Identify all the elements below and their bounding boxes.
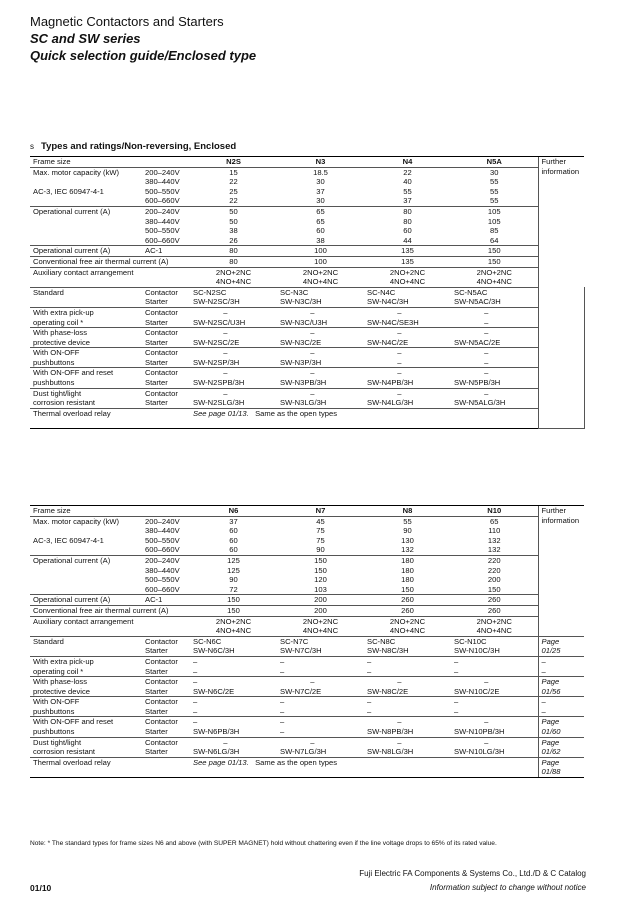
value-cell: 80 80 60 44 <box>364 206 451 245</box>
standard-row <box>30 287 584 307</box>
frame-size-label: Frame size <box>30 506 190 517</box>
row-label: With ON-OFF and reset pushbuttons <box>30 717 142 737</box>
value-cell: 2NO+2NC 4NO+4NC <box>190 616 277 636</box>
further-information-label: Further information <box>538 157 584 429</box>
type-cell: – SW-N4LG/3H <box>364 388 451 408</box>
type-labels: Contactor Starter <box>142 677 190 697</box>
header-series: SC and SW series <box>30 31 141 46</box>
row-label: Standard <box>30 636 142 656</box>
type-labels: Contactor Starter <box>142 636 190 656</box>
value-cell: 260 <box>451 595 538 606</box>
type-labels: Contactor Starter <box>142 717 190 737</box>
type-cell: – SW-N10LG/3H <box>451 737 538 757</box>
type-labels: Contactor Starter <box>142 388 190 408</box>
type-labels: Contactor Starter <box>142 737 190 757</box>
frame-size-cell: N2S <box>190 157 277 168</box>
type-cell: – SW-N4C/2E <box>364 328 451 348</box>
type-cell: – SW-N2SP/3H <box>190 348 277 368</box>
type-cell: – – <box>190 656 277 676</box>
header-subtitle: Quick selection guide/Enclosed type <box>30 48 257 63</box>
page-reference: Page 01/88 <box>538 757 584 777</box>
type-cell: – – <box>364 656 451 676</box>
operational-current-row <box>30 206 584 245</box>
row-label: Auxiliary contact arrangement <box>30 616 190 636</box>
frame-size-label: Frame size <box>30 157 190 168</box>
type-cell: – SW-N3LG/3H <box>277 388 364 408</box>
section-title-text: Types and ratings/Non-reversing, Enclosed <box>41 141 237 152</box>
row-label: With ON-OFF pushbuttons <box>30 697 142 717</box>
type-cell: SC-N5AC SW-N5AC/3H <box>451 287 538 307</box>
ac1-current-row <box>30 595 584 606</box>
type-cell: – SW-N3C/U3H <box>277 307 364 327</box>
row-label: Thermal overload relay <box>30 408 190 428</box>
dust-tight-row <box>30 388 584 408</box>
page-reference: Page 01/60 <box>538 717 584 737</box>
further-information-label: Further information <box>538 506 584 637</box>
thermal-current-row <box>30 256 584 267</box>
type-cell: – SW-N8C/2E <box>364 677 451 697</box>
value-cell: 22 40 55 37 <box>364 167 451 206</box>
type-cell: – SW-N2SPB/3H <box>190 368 277 388</box>
row-label: Conventional free air thermal current (A) <box>30 256 190 267</box>
type-cell: – SW-N8LG/3H <box>364 737 451 757</box>
page-reference: Page 01/62 <box>538 737 584 757</box>
row-label: Conventional free air thermal current (A) <box>30 605 190 616</box>
value-cell: 18.5 30 37 30 <box>277 167 364 206</box>
value-cell: 80 <box>190 256 277 267</box>
value-cell: 55 90 130 132 <box>364 516 451 555</box>
value-cell: 2NO+2NC 4NO+4NC <box>277 616 364 636</box>
type-cell: – SW-N4PB/3H <box>364 368 451 388</box>
value-cell: 135 <box>364 256 451 267</box>
row-label: With ON-OFF pushbuttons <box>30 348 142 368</box>
frame-size-cell: N6 <box>190 506 277 517</box>
frame-size-row <box>30 157 584 168</box>
on-off-row <box>30 697 584 717</box>
row-label: With phase-loss protective device <box>30 328 142 348</box>
type-cell: – SW-N10PB/3H <box>451 717 538 737</box>
type-cell: SC-N3C SW-N3C/3H <box>277 287 364 307</box>
row-label: Operational current (A) <box>30 246 142 257</box>
operational-current-row <box>30 555 584 594</box>
auxiliary-contact-row <box>30 267 584 287</box>
value-cell: 65 65 60 38 <box>277 206 364 245</box>
type-cell: – SW-N5PB/3H <box>451 368 538 388</box>
type-cell: – SW-N8PB/3H <box>364 717 451 737</box>
voltage-list: 200–240V 380–440V 500–550V 600–660V <box>142 516 190 555</box>
thermal-relay-row <box>30 408 584 428</box>
value-cell: 65 110 132 132 <box>451 516 538 555</box>
footnote: Note: * The standard types for frame sizes N6 and above (with SUPER MAGNET) hold without chattering even if the line voltage drops to 65% of its rated value. <box>30 840 497 847</box>
row-label: With ON-OFF and reset pushbuttons <box>30 368 142 388</box>
type-cell: – – <box>364 348 451 368</box>
type-cell: – SW-N5ALG/3H <box>451 388 538 408</box>
row-label: Max. motor capacity (kW) AC-3, IEC 60947-4-1 <box>30 516 142 555</box>
thermal-relay-row <box>30 757 584 777</box>
type-cell: – – <box>451 697 538 717</box>
value-cell: 150 <box>451 246 538 257</box>
type-cell: SC-N2SC SW-N2SC/3H <box>190 287 277 307</box>
frame-size-cell: N5A <box>451 157 538 168</box>
page-reference: – – <box>538 656 584 676</box>
utilization-category: AC-1 <box>142 595 190 606</box>
type-cell: – SW-N7LG/3H <box>277 737 364 757</box>
type-cell: SC-N8C SW-N8C/3H <box>364 636 451 656</box>
type-cell: – SW-N10C/2E <box>451 677 538 697</box>
type-cell: – SW-N3C/2E <box>277 328 364 348</box>
value-cell: 37 60 60 60 <box>190 516 277 555</box>
type-cell: – SW-N7C/2E <box>277 677 364 697</box>
value-cell: 150 150 120 103 <box>277 555 364 594</box>
max-motor-capacity-row <box>30 516 584 555</box>
value-cell: 2NO+2NC 4NO+4NC <box>451 267 538 287</box>
value-cell: 220 220 200 150 <box>451 555 538 594</box>
row-label: Max. motor capacity (kW) AC-3, IEC 60947-4-1 <box>30 167 142 206</box>
value-cell: 100 <box>277 256 364 267</box>
row-label: With extra pick-up operating coil * <box>30 307 142 327</box>
type-cell: SC-N6C SW-N6C/3H <box>190 636 277 656</box>
on-off-row <box>30 348 584 368</box>
type-cell: – – <box>190 697 277 717</box>
row-label: Thermal overload relay <box>30 757 190 777</box>
max-motor-capacity-row <box>30 167 584 206</box>
ac1-current-row <box>30 246 584 257</box>
type-cell: – SW-N6LG/3H <box>190 737 277 757</box>
value-cell: 2NO+2NC 4NO+4NC <box>364 267 451 287</box>
value-cell: 2NO+2NC 4NO+4NC <box>277 267 364 287</box>
value-cell: 100 <box>277 246 364 257</box>
dust-tight-row <box>30 737 584 757</box>
voltage-list: 200–240V 380–440V 500–550V 600–660V <box>142 167 190 206</box>
value-cell: 105 105 85 64 <box>451 206 538 245</box>
on-off-reset-row <box>30 717 584 737</box>
value-cell: 125 125 90 72 <box>190 555 277 594</box>
type-cell: – – <box>277 717 364 737</box>
auxiliary-contact-row <box>30 616 584 636</box>
page-reference: Page 01/56 <box>538 677 584 697</box>
type-cell: – – <box>364 697 451 717</box>
type-labels: Contactor Starter <box>142 656 190 676</box>
type-cell: – SW-N6PB/3H <box>190 717 277 737</box>
value-cell: 2NO+2NC 4NO+4NC <box>364 616 451 636</box>
utilization-category: AC-1 <box>142 246 190 257</box>
row-label: With phase-loss protective device <box>30 677 142 697</box>
extra-pickup-row <box>30 307 584 327</box>
phase-loss-row <box>30 677 584 697</box>
type-cell: – SW-N6C/2E <box>190 677 277 697</box>
page-reference: – – <box>538 697 584 717</box>
value-cell: 135 <box>364 246 451 257</box>
phase-loss-row <box>30 328 584 348</box>
type-cell: – SW-N2SC/2E <box>190 328 277 348</box>
standard-row <box>30 636 584 656</box>
type-cell: – SW-N4C/SE3H <box>364 307 451 327</box>
type-cell: – – <box>277 697 364 717</box>
type-cell: – – <box>451 307 538 327</box>
type-cell: – – <box>451 656 538 676</box>
type-cell: SC-N10C SW-N10C/3H <box>451 636 538 656</box>
value-cell: 180 180 180 150 <box>364 555 451 594</box>
type-cell: – SW-N3P/3H <box>277 348 364 368</box>
type-cell: – SW-N3PB/3H <box>277 368 364 388</box>
value-cell: 260 <box>364 605 451 616</box>
value-cell: 260 <box>451 605 538 616</box>
section-title <box>30 141 236 152</box>
row-label: Operational current (A) <box>30 595 142 606</box>
footer-notice: Information subject to change without notice <box>429 883 586 892</box>
row-label: Auxiliary contact arrangement <box>30 267 190 287</box>
ratings-table-2 <box>30 505 584 778</box>
type-labels: Contactor Starter <box>142 287 190 307</box>
row-label: Dust tight/light corrosion resistant <box>30 737 142 757</box>
type-labels: Contactor Starter <box>142 348 190 368</box>
value-cell: 2NO+2NC 4NO+4NC <box>190 267 277 287</box>
voltage-list: 200–240V 380–440V 500–550V 600–660V <box>142 206 190 245</box>
voltage-list: 200–240V 380–440V 500–550V 600–660V <box>142 555 190 594</box>
type-cell: – – <box>451 348 538 368</box>
frame-size-cell: N7 <box>277 506 364 517</box>
frame-size-row <box>30 506 584 517</box>
thermal-relay-note: See page 01/13. Same as the open types <box>190 408 538 428</box>
frame-size-cell: N8 <box>364 506 451 517</box>
footer-company: Fuji Electric FA Components & Systems Co., Ltd./D & C Catalog <box>359 869 586 878</box>
section-bullet: s <box>30 142 34 151</box>
type-cell: – – <box>277 656 364 676</box>
page-reference: Page 01/25 <box>538 636 584 656</box>
type-cell: – SW-N5AC/2E <box>451 328 538 348</box>
value-cell: 50 50 38 26 <box>190 206 277 245</box>
value-cell: 150 <box>190 595 277 606</box>
row-label: With extra pick-up operating coil * <box>30 656 142 676</box>
on-off-reset-row <box>30 368 584 388</box>
row-label: Dust tight/light corrosion resistant <box>30 388 142 408</box>
value-cell: 150 <box>190 605 277 616</box>
page-number: 01/10 <box>30 883 52 893</box>
frame-size-cell: N4 <box>364 157 451 168</box>
value-cell: 30 55 55 55 <box>451 167 538 206</box>
frame-size-cell: N10 <box>451 506 538 517</box>
type-labels: Contactor Starter <box>142 328 190 348</box>
value-cell: 150 <box>451 256 538 267</box>
row-label: Operational current (A) <box>30 555 142 594</box>
type-labels: Contactor Starter <box>142 697 190 717</box>
value-cell: 260 <box>364 595 451 606</box>
value-cell: 200 <box>277 605 364 616</box>
thermal-current-row <box>30 605 584 616</box>
value-cell: 200 <box>277 595 364 606</box>
type-cell: – SW-N2SLG/3H <box>190 388 277 408</box>
type-labels: Contactor Starter <box>142 307 190 327</box>
thermal-relay-note: See page 01/13. Same as the open types <box>190 757 538 777</box>
value-cell: 80 <box>190 246 277 257</box>
type-labels: Contactor Starter <box>142 368 190 388</box>
value-cell: 2NO+2NC 4NO+4NC <box>451 616 538 636</box>
extra-pickup-row <box>30 656 584 676</box>
row-label: Operational current (A) <box>30 206 142 245</box>
value-cell: 45 75 75 90 <box>277 516 364 555</box>
row-label: Standard <box>30 287 142 307</box>
type-cell: SC-N7C SW-N7C/3H <box>277 636 364 656</box>
value-cell: 15 22 25 22 <box>190 167 277 206</box>
header-category: Magnetic Contactors and Starters <box>30 14 224 29</box>
page-header <box>30 13 256 64</box>
type-cell: SC-N4C SW-N4C/3H <box>364 287 451 307</box>
ratings-table-1 <box>30 156 584 429</box>
frame-size-cell: N3 <box>277 157 364 168</box>
type-cell: – SW-N2SC/U3H <box>190 307 277 327</box>
